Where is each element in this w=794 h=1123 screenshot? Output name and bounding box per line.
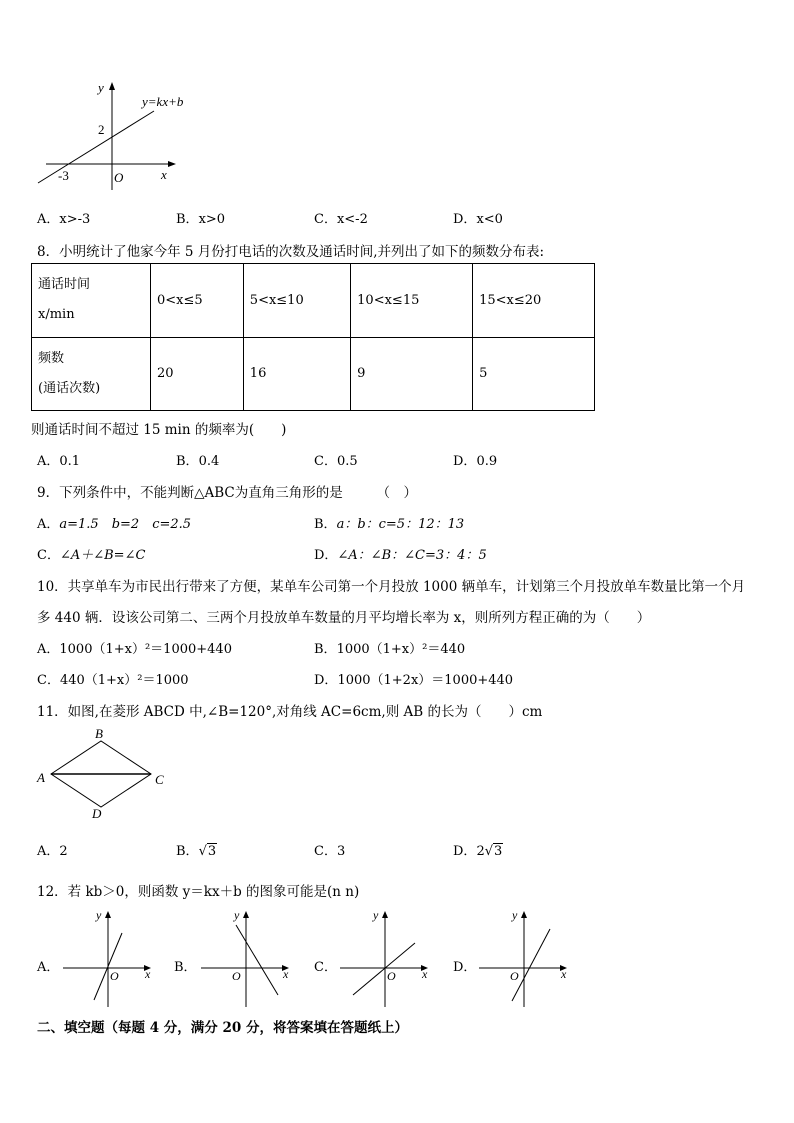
q12-option-d-label: D． <box>453 960 477 975</box>
q8-frequency-table <box>31 263 595 411</box>
q10-option-d: D．1000（1+2x）＝1000+440 <box>314 673 514 688</box>
q12-graph-a <box>58 905 158 1010</box>
q7-option-c: C．x<-2 <box>314 212 368 227</box>
table-cell: 20 <box>151 337 244 411</box>
svg-text:y: y <box>234 908 240 922</box>
svg-text:y: y <box>96 908 102 922</box>
table-cell: 16 <box>243 337 350 411</box>
q10-stem-line1: 10．共享单车为市民出行带来了方便，某单车公司第一个月投放 1000 辆单车，计划第三个月投放单车数量比第一个月 <box>37 579 746 595</box>
q8-option-c: C．0.5 <box>314 454 358 469</box>
q12-graph-c <box>335 905 435 1010</box>
q12-stem: 12．若 kb＞0，则函数 y＝kx＋b 的图象可能是(n n) <box>37 884 360 900</box>
q11-rhombus-figure <box>34 724 174 824</box>
q11-label-d: D <box>92 806 102 821</box>
q12-line-c <box>353 943 415 995</box>
q12-line-d <box>512 929 550 1001</box>
table-header-time: 通话时间 x/min <box>32 264 151 338</box>
q12-graph-d <box>474 905 574 1010</box>
svg-text:x: x <box>561 967 567 981</box>
q11-label-c: C <box>155 772 164 787</box>
q8-option-a: A．0.1 <box>37 454 81 469</box>
q10-stem-line2: 多 440 辆．设该公司第二、三两个月投放单车数量的月平均增长率为 x，则所列方程正确的为（ ） <box>37 610 651 626</box>
svg-text:y: y <box>373 908 379 922</box>
q7-line-label: y=kx+b <box>142 94 184 109</box>
q7-x-arrow <box>168 161 176 167</box>
q10-option-c: C．440（1+x）²＝1000 <box>37 673 189 688</box>
table-cell: 9 <box>351 337 473 411</box>
q7-y-label: y <box>98 80 104 95</box>
svg-text:x: x <box>283 967 289 981</box>
q11-option-a: A．2 <box>37 844 68 859</box>
q7-origin: O <box>114 170 124 185</box>
table-cell: 0<x≤5 <box>151 264 244 338</box>
q12-option-a-label: A． <box>37 960 60 975</box>
q12-line-b <box>236 925 278 995</box>
table-header-frequency: 频数 (通话次数) <box>32 337 151 411</box>
svg-text:x: x <box>145 967 151 981</box>
q8-question: 则通话时间不超过 15 min 的频率为( ) <box>31 422 287 438</box>
q7-y-arrow <box>109 82 115 90</box>
q11-option-c: C．3 <box>314 844 346 859</box>
table-cell: 15<x≤20 <box>473 264 595 338</box>
q10-option-b: B．1000（1+x）²＝440 <box>314 642 466 657</box>
q7-graph <box>30 78 210 193</box>
q12-graph-b <box>196 905 296 1010</box>
q12-option-b-label: B． <box>174 960 197 975</box>
svg-text:O: O <box>110 969 119 983</box>
q11-label-a: A <box>37 770 45 785</box>
q11-option-b: B．√3 <box>176 844 217 859</box>
q11-label-b: B <box>95 726 103 741</box>
q7-y-intercept: 2 <box>98 122 105 137</box>
q11-stem: 11．如图,在菱形 ABCD 中,∠B=120°,对角线 AC=6cm,则 AB 的长为（ ）cm <box>37 704 543 720</box>
q7-x-intercept: -3 <box>58 168 69 183</box>
svg-text:y: y <box>512 908 518 922</box>
table-row <box>32 337 595 411</box>
q7-x-label: x <box>161 167 167 182</box>
q9-option-c: C．∠A＋∠B=∠C <box>37 548 146 563</box>
table-cell: 5<x≤10 <box>243 264 350 338</box>
table-cell: 5 <box>473 337 595 411</box>
svg-text:x: x <box>422 967 428 981</box>
q8-option-b: B．0.4 <box>176 454 220 469</box>
q9-option-d: D．∠A：∠B：∠C=3：4：5 <box>314 548 487 563</box>
svg-text:O: O <box>387 969 396 983</box>
q11-option-d: D．2√3 <box>453 844 503 859</box>
table-row <box>32 264 595 338</box>
svg-text:O: O <box>510 969 519 983</box>
q12-option-c-label: C． <box>314 960 337 975</box>
q10-option-a: A．1000（1+x）²＝1000+440 <box>37 642 232 657</box>
sqrt-3: √3 <box>198 844 217 859</box>
q9-stem: 9．下列条件中，不能判断△ABC为直角三角形的是 （ ） <box>37 485 417 501</box>
q8-stem: 8．小明统计了他家今年 5 月份打电话的次数及通话时间,并列出了如下的频数分布表: <box>37 244 545 260</box>
sqrt-3: √3 <box>484 844 503 859</box>
section-2-title: 二、填空题（每题 4 分，满分 20 分，将答案填在答题纸上） <box>37 1020 408 1036</box>
q7-line <box>38 111 154 183</box>
q7-option-b: B．x>0 <box>176 212 226 227</box>
svg-text:O: O <box>232 969 241 983</box>
q8-option-d: D．0.9 <box>453 454 498 469</box>
q7-option-d: D．x<0 <box>453 212 503 227</box>
q9-option-a: A．a=1.5 b=2 c=2.5 <box>37 517 192 532</box>
q7-option-a: A．x>-3 <box>37 212 91 227</box>
q9-option-b: B．a：b：c=5：12：13 <box>314 517 465 532</box>
table-cell: 10<x≤15 <box>351 264 473 338</box>
